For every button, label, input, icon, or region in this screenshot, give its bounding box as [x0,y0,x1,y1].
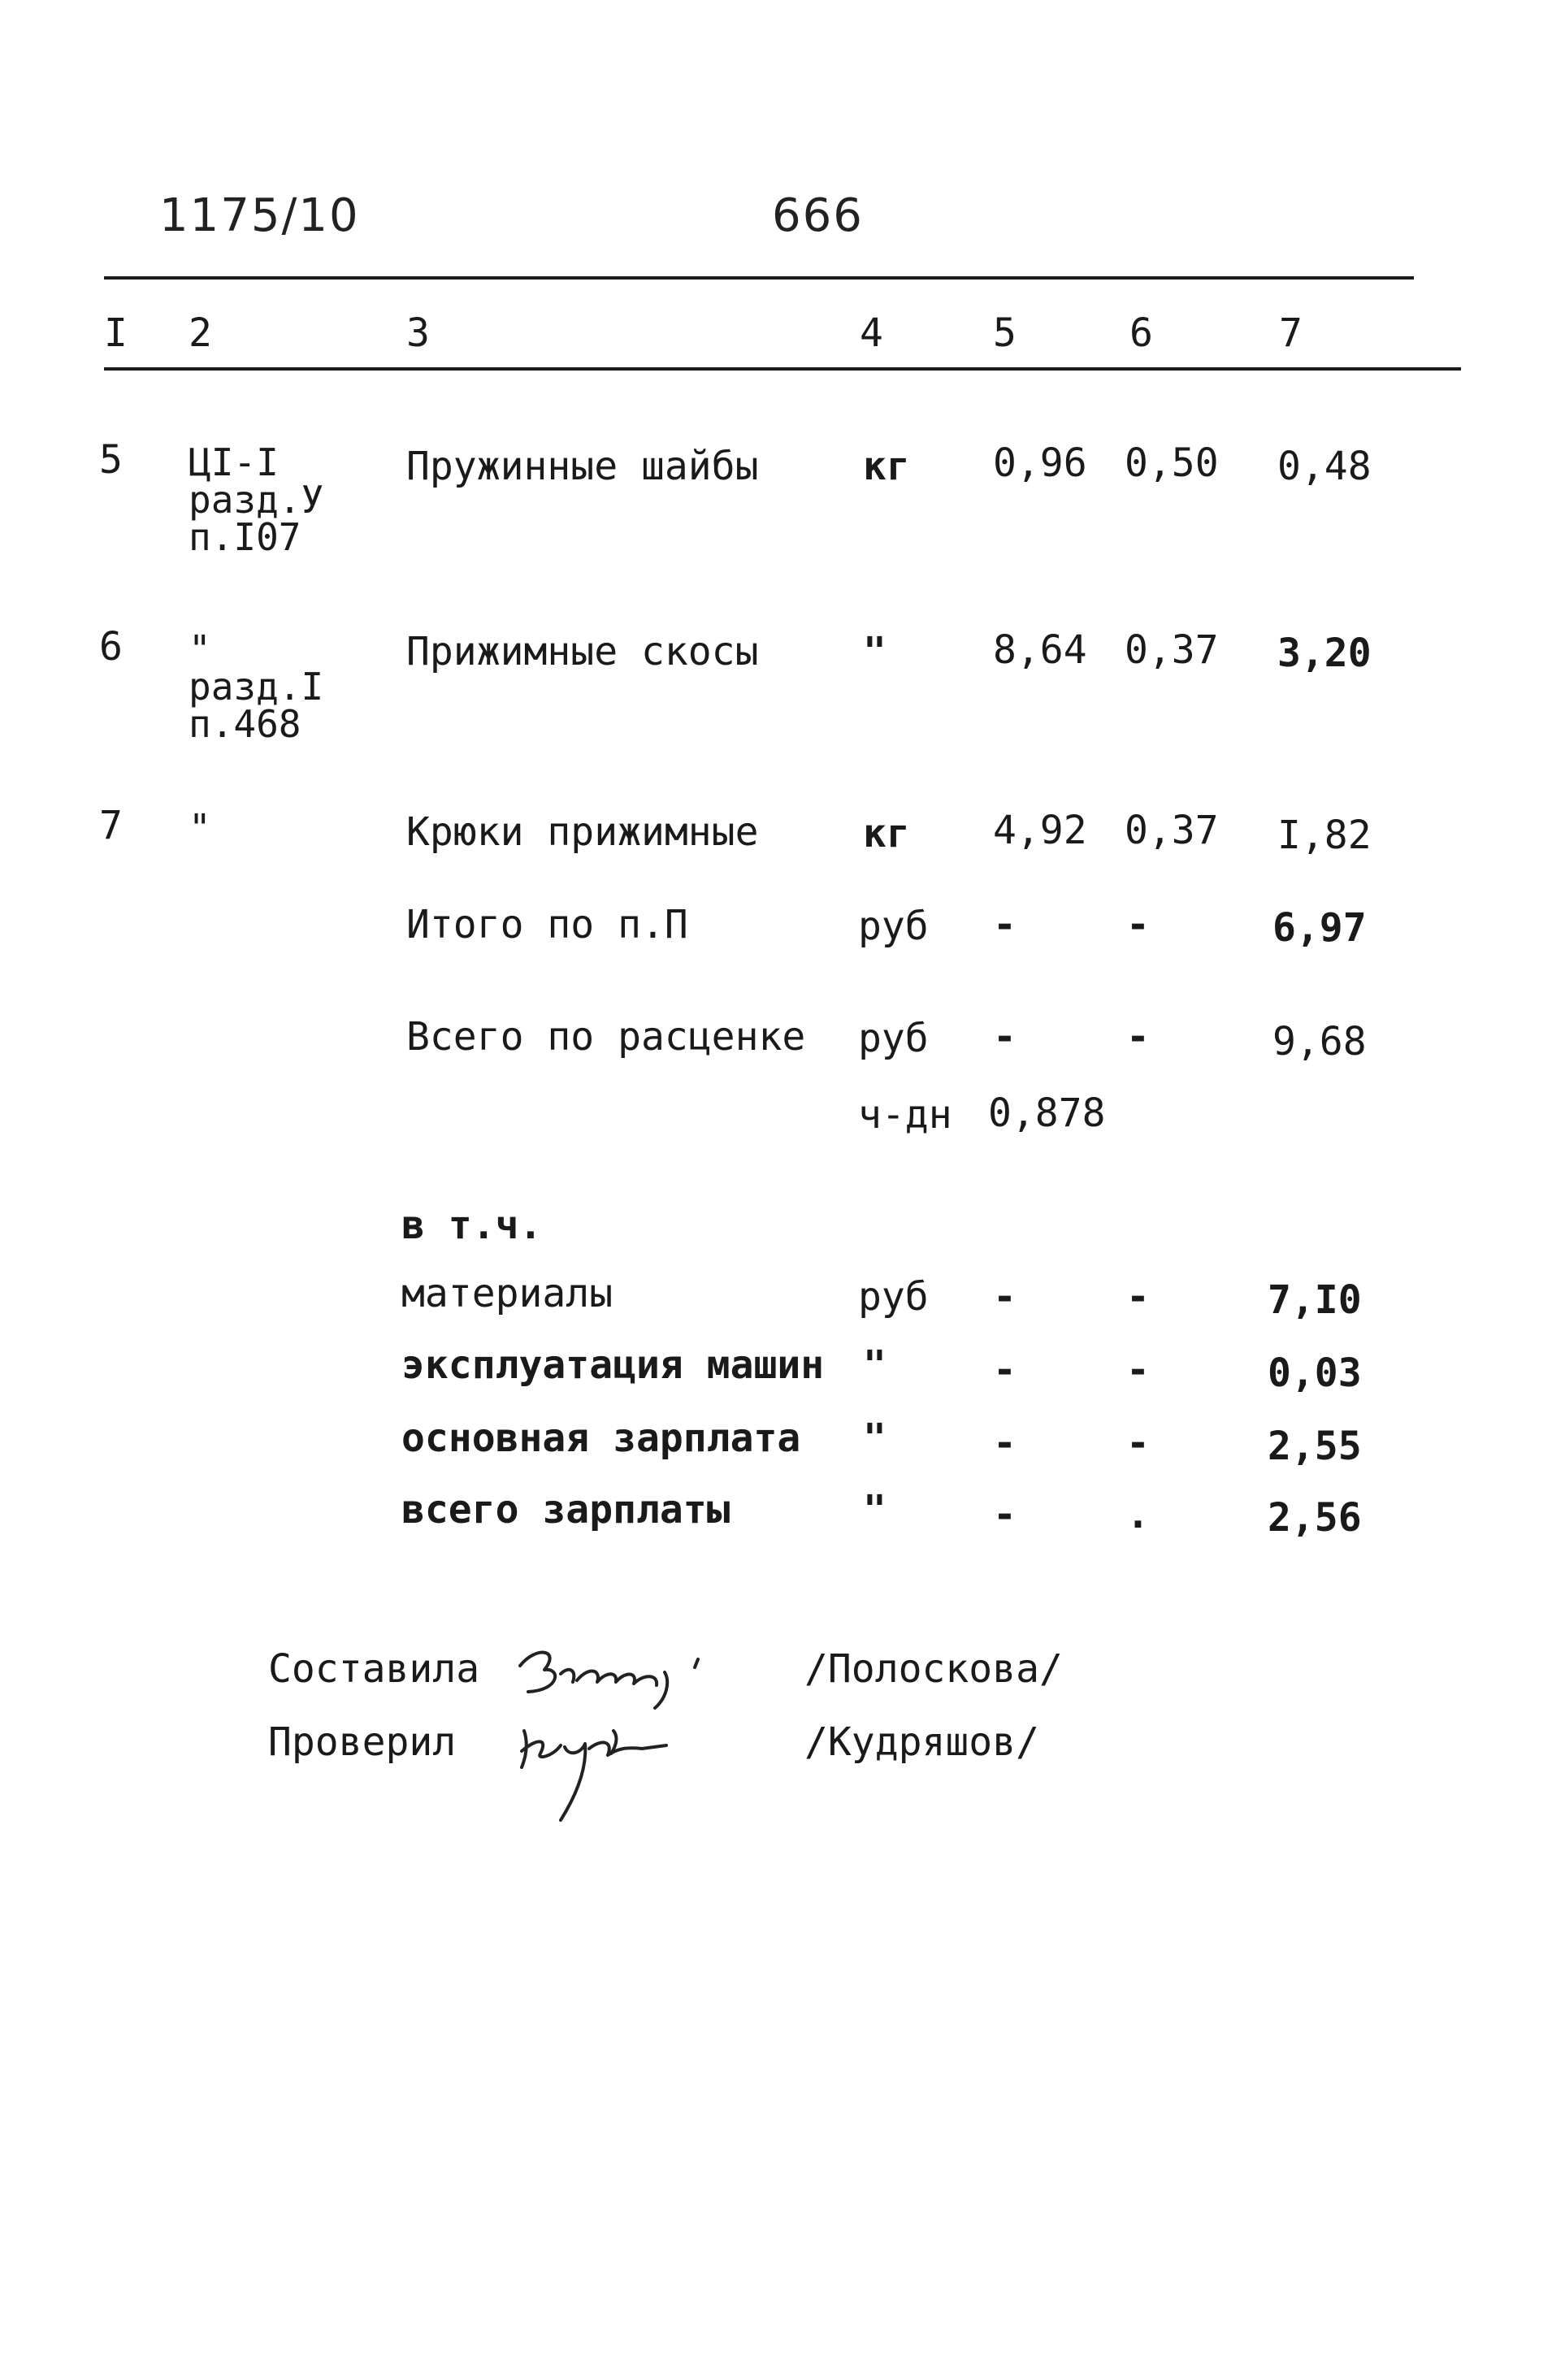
breakdown-unit: " [863,1487,887,1532]
breakdown-total: 2,56 [1268,1495,1362,1541]
totals-price: - [1126,902,1150,947]
top-rule [104,276,1414,280]
row-price: 0,50 [1125,440,1219,486]
row-number: 6 [99,624,123,670]
ref-line: " [189,627,211,671]
breakdown-unit: " [863,1415,887,1461]
row-number: 7 [99,803,123,848]
row-qty: 4,92 [993,808,1087,853]
breakdown-price: - [1126,1420,1150,1466]
breakdown-label: в т.ч. [401,1203,543,1248]
breakdown-name: основная зарплата [401,1415,801,1461]
ref-line: п.468 [189,702,301,746]
compiled-label: Составила [268,1646,480,1692]
ref-line: п.I07 [189,515,301,559]
totals-qty: - [993,902,1017,947]
ref-line: " [189,806,211,850]
breakdown-qty: - [993,1420,1017,1466]
row-price: 0,37 [1125,627,1219,673]
breakdown-price: . [1126,1492,1150,1537]
totals-unit: руб [858,904,929,949]
row-unit: кг [863,811,910,856]
breakdown-price: - [1126,1347,1150,1393]
col-header-6: 6 [1129,310,1153,356]
row-price: 0,37 [1125,808,1219,853]
breakdown-name: всего зарплаты [401,1487,730,1532]
totals-unit: ч-дн [858,1092,952,1138]
row-reference [189,440,324,559]
header-rule [104,367,1461,371]
ref-line: ЦI-I [189,440,279,484]
ref-line: разд.I [189,665,324,709]
page-number: 666 [772,189,864,242]
breakdown-total: 7,I0 [1268,1277,1362,1323]
checked-name: /Кудряшов/ [804,1719,1039,1765]
row-qty: 8,64 [993,627,1087,673]
breakdown-name: материалы [401,1271,613,1316]
totals-total: 9,68 [1272,1019,1367,1064]
compiled-name: /Полоскова/ [804,1646,1063,1692]
breakdown-unit: " [863,1342,887,1388]
totals-qty: 0,878 [988,1090,1106,1136]
row-total: 0,48 [1277,444,1372,489]
row-qty: 0,96 [993,440,1087,486]
row-name: Прижимные скосы [406,629,759,674]
row-reference [189,627,324,746]
breakdown-price: - [1126,1274,1150,1320]
breakdown-name: эксплуатация машин [401,1342,825,1388]
ref-line: разд.У [189,478,324,522]
col-header-4: 4 [860,310,883,356]
totals-total: 6,97 [1272,905,1367,951]
row-total: 3,20 [1277,631,1372,676]
col-header-3: 3 [406,310,430,356]
breakdown-total: 2,55 [1268,1424,1362,1469]
row-unit: " [863,629,887,674]
totals-name: Итого по п.П [406,902,688,947]
checked-label: Проверил [268,1719,457,1765]
col-header-5: 5 [993,310,1017,356]
col-header-1: I [104,310,128,356]
breakdown-qty: - [993,1274,1017,1320]
row-total: I,82 [1277,813,1372,858]
row-name: Крюки прижимные [406,809,759,855]
breakdown-unit: руб [858,1274,929,1320]
totals-price: - [1126,1014,1150,1060]
breakdown-total: 0,03 [1268,1350,1362,1396]
col-header-7: 7 [1279,310,1303,356]
row-reference [189,806,211,850]
breakdown-qty: - [993,1492,1017,1537]
totals-qty: - [993,1014,1017,1060]
breakdown-qty: - [993,1347,1017,1393]
totals-unit: руб [858,1016,929,1061]
document-number: 1175/10 [159,189,360,242]
totals-name: Всего по расценке [406,1014,806,1060]
row-name: Пружинные шайбы [406,444,759,489]
col-header-2: 2 [189,310,212,356]
row-unit: кг [863,444,910,489]
row-number: 5 [99,437,123,483]
signature-checked-image [504,1706,715,1828]
